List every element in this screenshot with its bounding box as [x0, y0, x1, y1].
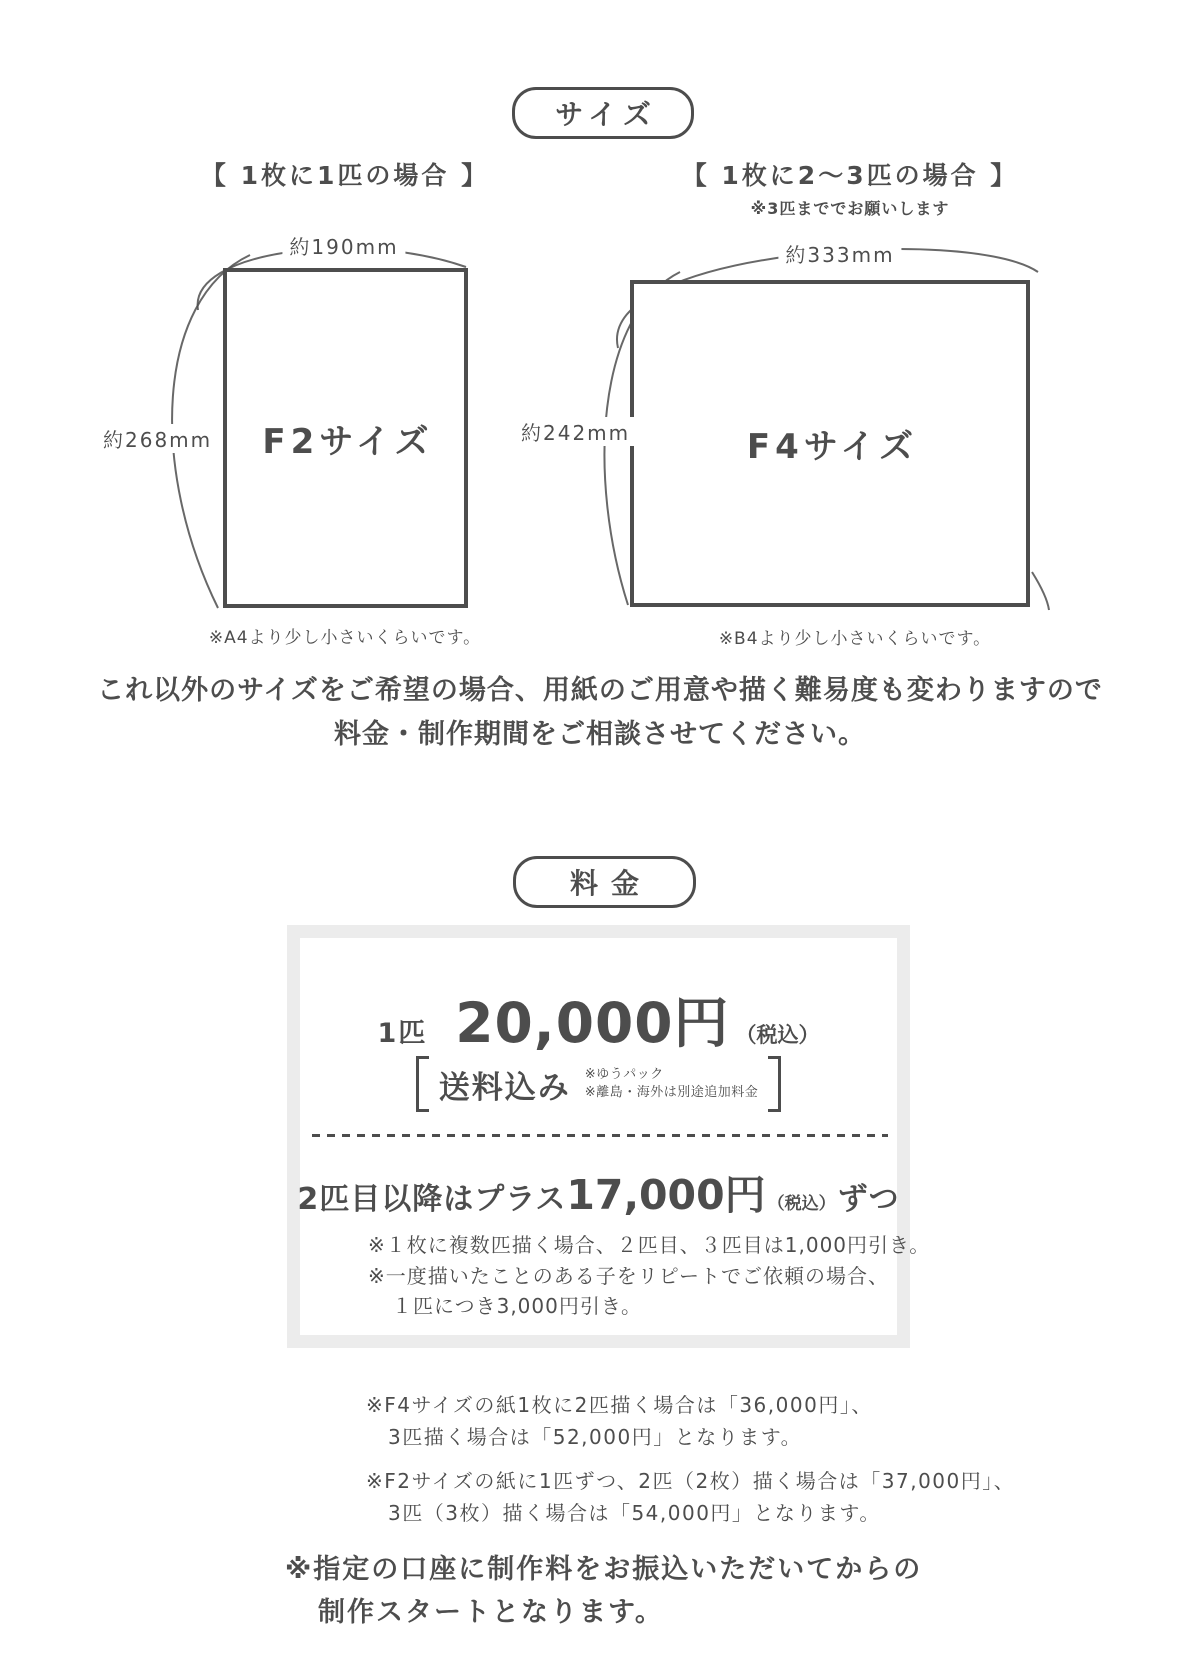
right-bracket-icon	[768, 1056, 781, 1112]
custom-size-paragraph-line1: これ以外のサイズをご希望の場合、用紙のご用意や描く難易度も変わりますので	[97, 675, 1103, 706]
f2-width-label: 約190mm	[282, 231, 405, 260]
base-price-unit: 1匹	[377, 1018, 428, 1049]
base-price-tax-label: （税込）	[735, 1023, 820, 1047]
shipping-note-1: ※ゆうパック	[584, 1067, 664, 1082]
f2-box-label: F2サイズ	[262, 421, 434, 462]
f2-height-label: 約268mm	[96, 424, 219, 453]
f4-height-label: 約242mm	[514, 417, 637, 446]
base-price-row	[300, 991, 897, 1055]
discount-note-2-line1: ※一度描いたことのある子をリピートでご依頼の場合、	[368, 1264, 889, 1288]
multi-pet-title: 【 1枚に2～3匹の場合 】	[681, 161, 1019, 190]
f4-box-label: F4サイズ	[746, 427, 919, 467]
price-badge-label: 料金	[569, 867, 652, 900]
payment-note-line2: 制作スタートとなります。	[318, 1597, 664, 1628]
additional-price-row	[297, 1171, 900, 1219]
f4-size-note: ※B4より少し小さいくらいです。	[718, 629, 992, 649]
additional-price-suffix: ずつ	[837, 1182, 900, 1217]
additional-price-amount: 17,000円	[566, 1171, 766, 1219]
example-f4-line2: 3匹描く場合は「52,000円」となります。	[388, 1425, 803, 1449]
discount-note-1: ※１枚に複数匹描く場合、２匹目、３匹目は1,000円引き。	[368, 1233, 931, 1257]
additional-price-tax-label: （税込）	[767, 1194, 836, 1214]
f2-size-box	[223, 268, 468, 608]
size-badge-label: サイズ	[555, 98, 658, 131]
additional-price-prefix: 2匹目以降はプラス	[297, 1182, 567, 1217]
left-bracket-icon	[416, 1056, 429, 1112]
shipping-note-2: ※離島・海外は別途追加料金	[584, 1085, 759, 1100]
example-f2-line2: 3匹（3枚）描く場合は「54,000円」となります。	[388, 1501, 881, 1525]
payment-note-line1: ※指定の口座に制作料をお振込いただいてからの	[285, 1554, 923, 1585]
discount-note-2-line2: １匹につき3,000円引き。	[392, 1294, 643, 1318]
size-section-badge	[512, 87, 694, 139]
f4-width-label: 約333mm	[778, 239, 901, 268]
one-pet-title: 【 1枚に1匹の場合 】	[200, 161, 490, 190]
f4-size-box	[630, 280, 1030, 607]
base-price-amount: 20,000円	[455, 991, 730, 1055]
shipping-notes	[585, 1066, 758, 1102]
f2-size-note: ※A4より少し小さいくらいです。	[208, 628, 482, 648]
shipping-row	[300, 1056, 897, 1112]
example-f2-line1: ※F2サイズの紙に1匹ずつ、2匹（2枚）描く場合は「37,000円」、	[366, 1469, 1016, 1493]
multi-pet-subtitle: ※3匹まででお願いします	[750, 199, 950, 218]
dashed-divider	[312, 1134, 888, 1137]
price-section-badge	[513, 856, 696, 908]
example-f4-line1: ※F4サイズの紙1枚に2匹描く場合は「36,000円」、	[366, 1393, 873, 1417]
custom-size-paragraph-line2: 料金・制作期間をご相談させてください。	[334, 719, 866, 750]
shipping-included-label: 送料込み	[438, 1069, 571, 1106]
